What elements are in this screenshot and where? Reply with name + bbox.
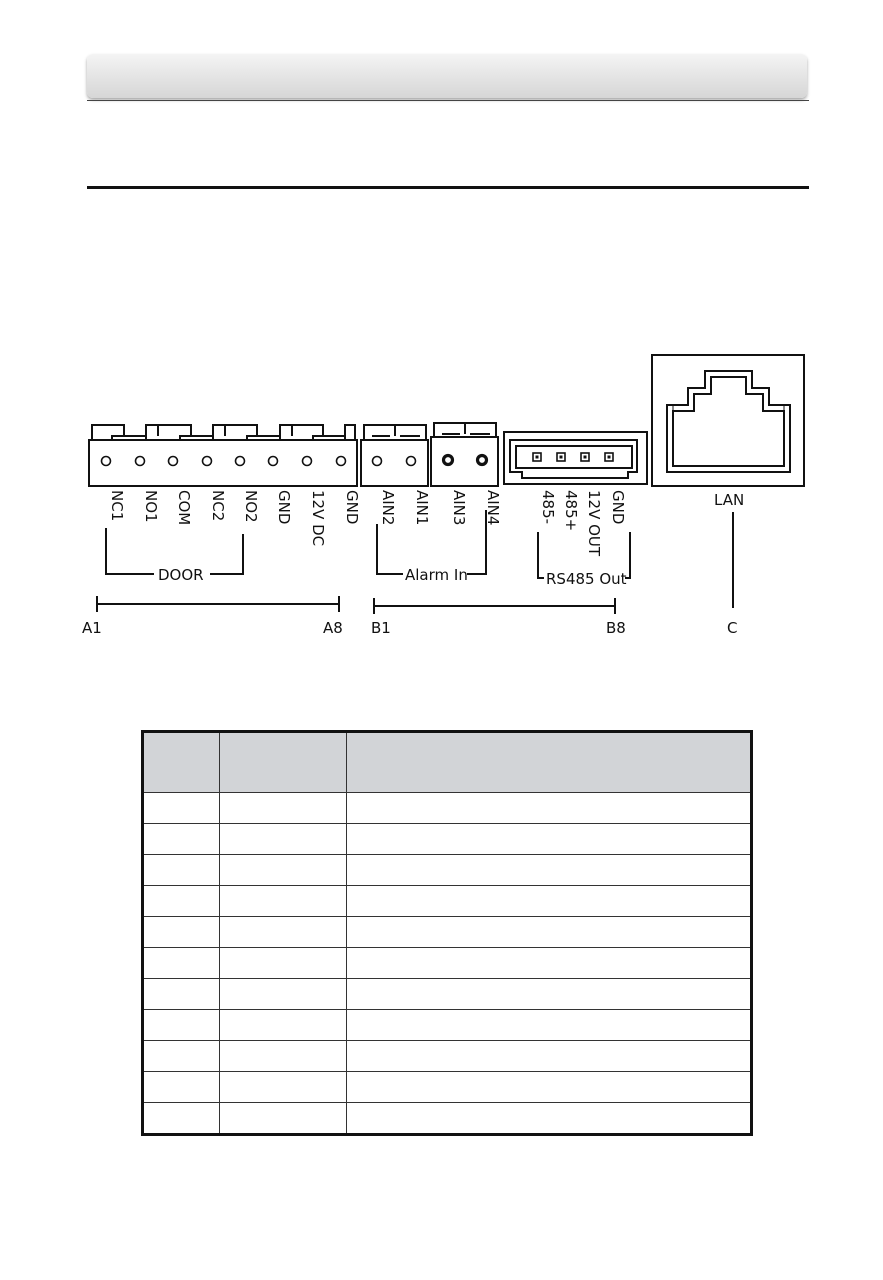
table-row (143, 1072, 752, 1103)
pin-hole-a1 (102, 457, 111, 466)
pin-hole-b3 (444, 456, 453, 465)
label-ain2: AIN2 (379, 490, 397, 526)
label-ain4: AIN4 (484, 490, 502, 526)
table-cell (220, 1010, 347, 1041)
table-cell (143, 1041, 220, 1072)
label-485-plus: 485+ (562, 490, 580, 532)
table-cell (143, 886, 220, 917)
label-gnd-b8: GND (609, 490, 627, 525)
table-cell (143, 1010, 220, 1041)
label-range-b8: B8 (606, 619, 626, 637)
label-alarm-in: Alarm In (405, 566, 468, 584)
table-cell (220, 855, 347, 886)
table-cell (220, 979, 347, 1010)
table-header-cell (220, 732, 347, 793)
label-12v-out: 12V OUT (585, 490, 603, 557)
table-cell (143, 979, 220, 1010)
alarm-bracket-right (467, 510, 486, 574)
table-cell (143, 1072, 220, 1103)
terminal-wiring-diagram (0, 340, 883, 650)
pin-hole-a3 (169, 457, 178, 466)
label-range-b1: B1 (371, 619, 391, 637)
table-cell (347, 979, 752, 1010)
table-cell (220, 886, 347, 917)
label-range-a1: A1 (82, 619, 102, 637)
door-bracket-right (210, 534, 243, 574)
label-range-c: C (727, 619, 738, 637)
label-ain3: AIN3 (450, 490, 468, 526)
label-com: COM (175, 490, 193, 526)
table-cell (143, 917, 220, 948)
table-row (143, 1103, 752, 1135)
range-a-line (97, 596, 339, 612)
pin-hole-b1 (373, 457, 382, 466)
table-cell (220, 917, 347, 948)
table-cell (347, 1103, 752, 1135)
label-range-a8: A8 (323, 619, 343, 637)
pin-hole-a4 (203, 457, 212, 466)
label-ain1: AIN1 (413, 490, 431, 526)
pin-hole-b4 (478, 456, 487, 465)
range-b-line (374, 598, 615, 614)
table-cell (143, 824, 220, 855)
table-row (143, 886, 752, 917)
label-no2: NO2 (242, 490, 260, 523)
label-nc2: NC2 (209, 490, 227, 522)
lan-port (652, 355, 804, 486)
section-divider (87, 186, 809, 189)
label-gnd-a8: GND (343, 490, 361, 525)
table-row (143, 917, 752, 948)
terminal-block-b-rs485 (504, 432, 647, 484)
table-cell (347, 917, 752, 948)
table-cell (220, 948, 347, 979)
table-cell (220, 1072, 347, 1103)
table-cell (143, 1103, 220, 1135)
table-cell (347, 824, 752, 855)
terminal-block-b-alarm (361, 423, 498, 486)
table-row (143, 979, 752, 1010)
header-divider (87, 100, 809, 101)
label-gnd-a6: GND (275, 490, 293, 525)
table-row (143, 1010, 752, 1041)
table-cell (347, 1010, 752, 1041)
pin-hole-a5 (236, 457, 245, 466)
label-485-minus: 485- (539, 490, 557, 525)
pin-hole-a6 (269, 457, 278, 466)
table-header-cell (143, 732, 220, 793)
rs485-bracket-left (538, 532, 544, 578)
alarm-bracket-left (377, 524, 403, 574)
label-no1: NO1 (142, 490, 160, 523)
label-rs485-out: RS485 Out (546, 570, 627, 588)
table-cell (220, 793, 347, 824)
table-cell (143, 855, 220, 886)
label-nc1: NC1 (108, 490, 126, 522)
table-row (143, 948, 752, 979)
pin-hole-b2 (407, 457, 416, 466)
terminal-block-a (89, 425, 357, 486)
table-cell (143, 793, 220, 824)
table-header-row (143, 732, 752, 793)
label-door: DOOR (158, 566, 204, 584)
table-cell (347, 855, 752, 886)
label-lan: LAN (714, 491, 745, 509)
table-cell (347, 1072, 752, 1103)
table-row (143, 1041, 752, 1072)
table-row (143, 855, 752, 886)
table-cell (347, 948, 752, 979)
table-row (143, 793, 752, 824)
table-cell (220, 824, 347, 855)
table-cell (347, 793, 752, 824)
table-cell (143, 948, 220, 979)
page-header-bar (87, 54, 807, 98)
table-cell (220, 1103, 347, 1135)
label-12v-dc: 12V DC (309, 490, 327, 547)
table-cell (347, 1041, 752, 1072)
table-cell (220, 1041, 347, 1072)
door-bracket-left (106, 528, 154, 574)
pin-hole-a2 (136, 457, 145, 466)
table-row (143, 824, 752, 855)
table-header-cell (347, 732, 752, 793)
terminal-description-table (141, 730, 753, 1136)
pin-hole-a8 (337, 457, 346, 466)
table-cell (347, 886, 752, 917)
pin-hole-a7 (303, 457, 312, 466)
